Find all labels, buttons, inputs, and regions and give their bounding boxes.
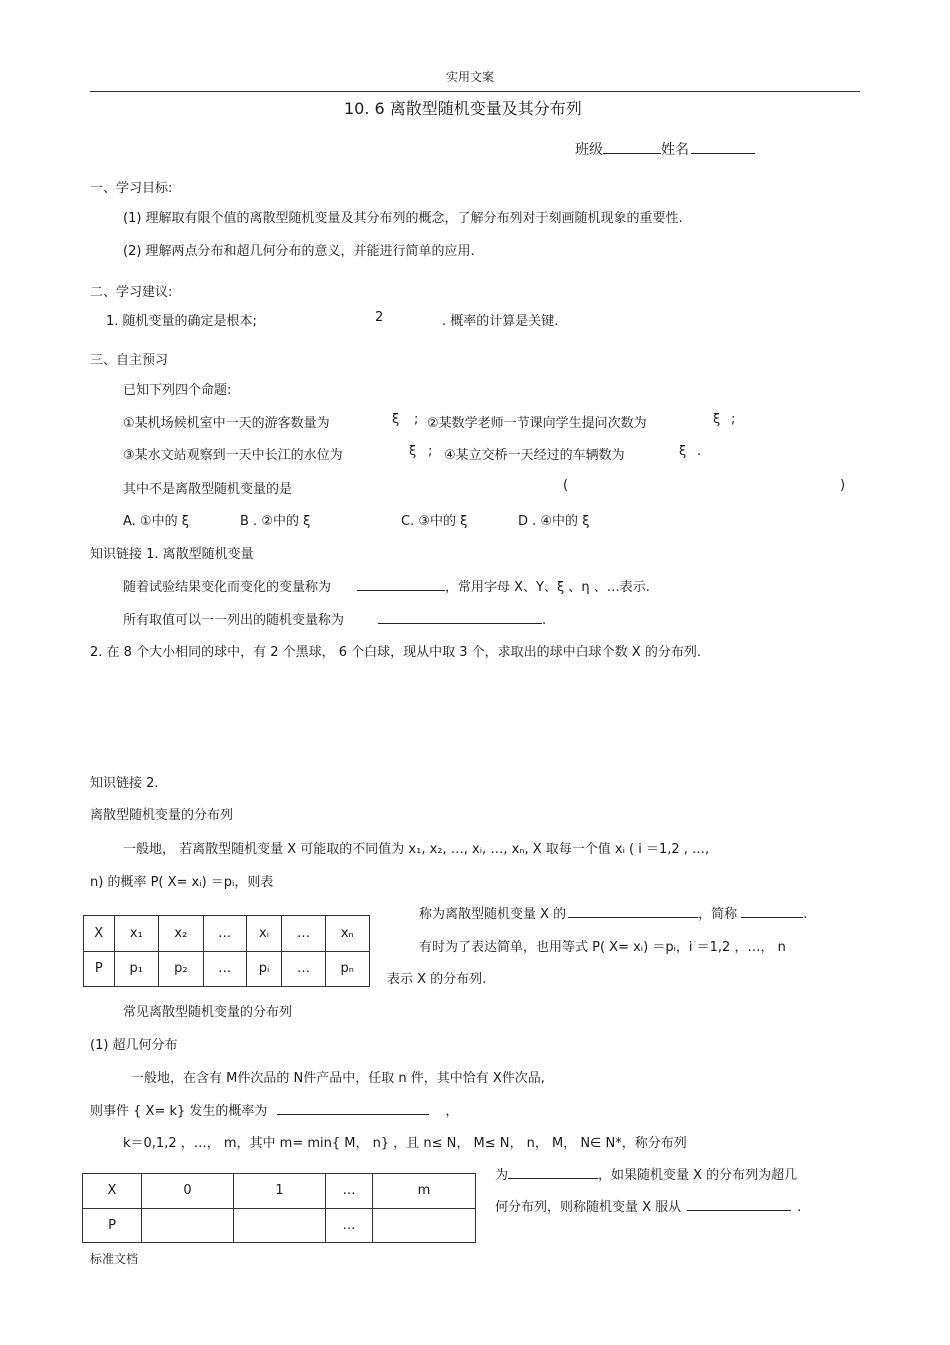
proposition-2: ②某数学老师一节课向学生提问次数为 [427, 416, 647, 431]
xi-symbol: ξ [409, 444, 417, 459]
xi-symbol: ξ [679, 444, 687, 459]
proposition-1: ①某机场候机室中一天的游客数量为 [123, 416, 330, 431]
objective-1: (1) 理解取有限个值的离散型随机变量及其分布列的概念，了解分布列对于刻画随机现象的重要性. [123, 211, 683, 226]
distribution-table [83, 915, 370, 987]
hypergeometric-line-2 [90, 1100, 458, 1119]
hg-line2-post: ， [445, 1104, 459, 1119]
hg-line2-pre: 则事件 { X= k} 发生的概率为 [90, 1104, 268, 1119]
xi-symbol: ξ [392, 412, 400, 427]
table-cell: … [326, 1208, 373, 1243]
link2-right-2: 有时为了表达简单，也用等式 P( X= xᵢ) ＝pᵢ，i ＝1,2 ，…， n [419, 940, 786, 955]
link2-blank-2[interactable] [741, 904, 803, 918]
probability-blank[interactable] [277, 1101, 429, 1115]
table-cell: xₙ [325, 916, 370, 952]
link1-blank-2[interactable] [378, 610, 542, 624]
problem-2: 2. 在 8 个大小相同的球中，有 2 个黑球， 6 个白球，现从中取 3 个，求取出的球中白球个数 X 的分布列. [90, 645, 701, 660]
table-cell: p₁ [114, 951, 159, 987]
table-cell[interactable] [373, 1208, 476, 1243]
table-cell: … [282, 916, 325, 952]
table-row [84, 951, 370, 987]
link1-blank-1[interactable] [357, 577, 445, 591]
table-cell: … [203, 951, 246, 987]
link1-s2-pre: 所有取值可以一一列出的随机变量称为 [123, 613, 345, 628]
advice-2-text: . 概率的计算是关键. [442, 314, 559, 329]
hypergeometric-heading: (1) 超几何分布 [90, 1038, 178, 1053]
common-right-1 [495, 1164, 797, 1183]
advice-2-number: 2 [375, 310, 384, 325]
table-cell: xᵢ [246, 916, 282, 952]
preview-intro: 已知下列四个命题: [123, 383, 232, 398]
common-right-2 [495, 1196, 801, 1215]
link2-right-1 [419, 903, 807, 922]
hypergeometric-line-1: 一般地，在含有 M件次品的 N件产品中，任取 n 件，其中恰有 X件次品, [131, 1071, 545, 1086]
link2-heading: 知识链接 2. [90, 776, 159, 791]
link1-heading: 知识链接 1. 离散型随机变量 [90, 547, 254, 562]
student-info [575, 139, 755, 159]
table-row [83, 1174, 476, 1209]
choice-c[interactable]: C. ③中的 ξ [401, 514, 468, 529]
link2-r1-pre: 称为离散型随机变量 X 的 [419, 907, 567, 922]
name-blank[interactable] [691, 140, 755, 154]
header-label: 实用文案 [446, 70, 495, 84]
header-rule [90, 91, 860, 92]
page-title: 10. 6 离散型随机变量及其分布列 [344, 99, 582, 118]
table-cell: P [84, 951, 115, 987]
footer-label: 标准文档 [90, 1252, 139, 1266]
table-cell[interactable] [234, 1208, 326, 1243]
hypergeometric-line-3: k＝0,1,2 ，…， m，其中 m= min{ M， n} ，且 n≤ N， M≤ N， n， M， N∈ N*，称分布列 [123, 1136, 687, 1151]
table-row [84, 916, 370, 952]
table-cell: P [83, 1208, 142, 1243]
link1-s2-post: . [542, 613, 547, 628]
class-blank[interactable] [603, 140, 661, 154]
separator: ; [414, 412, 419, 427]
hypergeometric-table [82, 1173, 476, 1243]
table-cell: … [203, 916, 246, 952]
link1-s1-pre: 随着试验结果变化而变化的变量称为 [123, 580, 332, 595]
link2-para-2: n) 的概率 P( X= xᵢ) ＝pᵢ，则表 [90, 875, 274, 890]
link2-r1-mid: ，简称 [698, 907, 738, 922]
distribution-type-blank[interactable] [687, 1197, 791, 1211]
table-row [83, 1208, 476, 1243]
table-cell: X [84, 916, 115, 952]
section3-heading: 三、自主预习 [90, 353, 169, 368]
link2-subheading: 离散型随机变量的分布列 [90, 808, 234, 823]
link2-blank-1[interactable] [568, 904, 698, 918]
link2-r1-end: . [803, 907, 808, 922]
link2-right-3: 表示 X 的分布列. [387, 972, 487, 987]
table-cell: x₂ [159, 916, 204, 952]
table-cell: … [282, 951, 325, 987]
table-cell: pₙ [325, 951, 370, 987]
table-cell: … [326, 1174, 373, 1209]
link2-para-1: 一般地， 若离散型随机变量 X 可能取的不同值为 x₁, x₂, …, xᵢ, …, xₙ, X 取每一个值 xᵢ ( i ＝1,2 , …, [123, 842, 710, 857]
table-cell: m [373, 1174, 476, 1209]
link1-sentence-2 [123, 609, 546, 628]
table-cell: X [83, 1174, 142, 1209]
section2-heading: 二、学习建议: [90, 285, 173, 300]
separator: ; [428, 444, 433, 459]
table-cell: 0 [142, 1174, 234, 1209]
name-label: 姓名 [661, 142, 689, 158]
proposition-3: ③某水文站观察到一天中长江的水位为 [123, 448, 343, 463]
class-label: 班级 [575, 142, 603, 158]
link1-sentence-1 [123, 576, 650, 595]
link1-s1-post: ，常用字母 X、Y、ξ 、η 、…表示. [445, 580, 650, 595]
separator: ; [731, 412, 736, 427]
table-cell: 1 [234, 1174, 326, 1209]
proposition-4: ④某立交桥一天经过的车辆数为 [444, 448, 625, 463]
answer-paren-close: ) [840, 478, 846, 493]
choice-b[interactable]: B . ②中的 ξ [240, 514, 311, 529]
choice-d[interactable]: D . ④中的 ξ [518, 514, 590, 529]
distribution-name-blank[interactable] [508, 1165, 598, 1179]
objective-2: (2) 理解两点分布和超几何分布的意义，并能进行简单的应用. [123, 244, 475, 259]
table-cell: pᵢ [246, 951, 282, 987]
answer-paren-open: ( [563, 478, 569, 493]
table-cell: p₂ [159, 951, 204, 987]
section1-heading: 一、学习目标: [90, 181, 173, 196]
question-stem: 其中不是离散型随机变量的是 [123, 482, 293, 497]
common-r1-post: ，如果随机变量 X 的分布列为超几 [598, 1168, 798, 1183]
end-period: . [697, 444, 702, 459]
table-cell: x₁ [114, 916, 159, 952]
advice-1: 1. 随机变量的确定是根本; [106, 314, 257, 329]
common-r2-pre: 何分布列，则称随机变量 X 服从 [495, 1200, 682, 1215]
table-cell[interactable] [142, 1208, 234, 1243]
common-heading: 常见离散型随机变量的分布列 [123, 1005, 293, 1020]
choice-a[interactable]: A. ①中的 ξ [123, 514, 189, 529]
common-r2-post: . [797, 1200, 802, 1215]
xi-symbol: ξ [713, 412, 721, 427]
common-r1-pre: 为 [495, 1168, 509, 1183]
